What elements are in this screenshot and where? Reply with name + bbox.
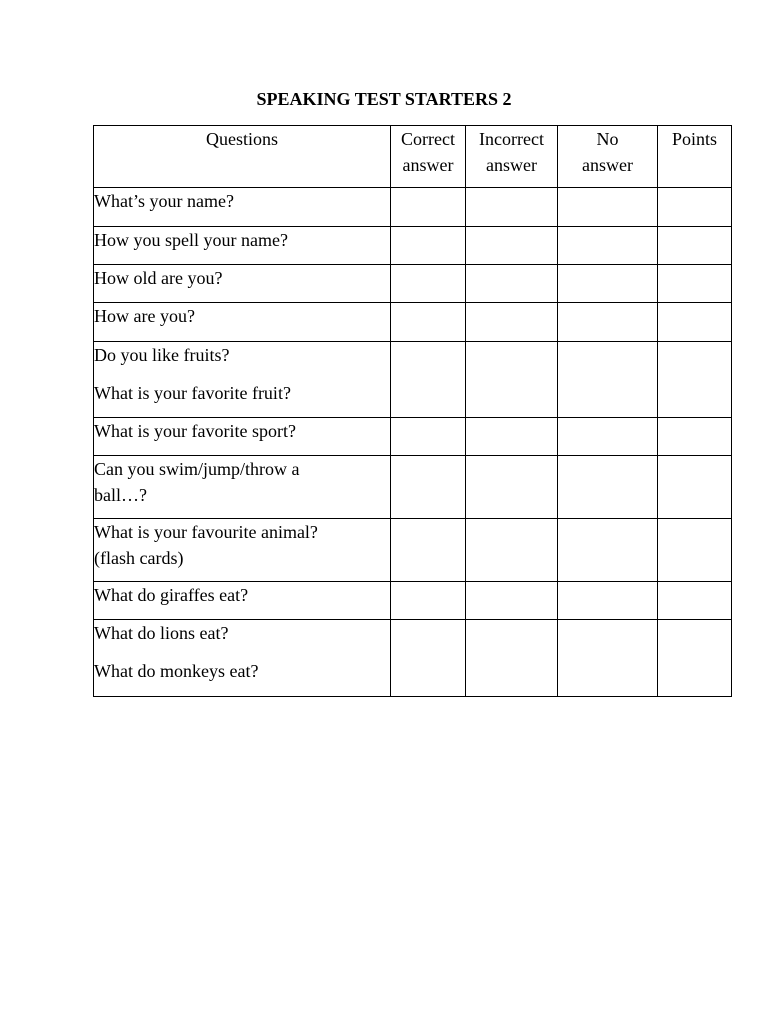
table-body (94, 188, 732, 697)
header-correct-label-2: answer (402, 155, 454, 175)
header-questions (94, 126, 391, 188)
no-answer-cell (558, 227, 658, 265)
points-cell (658, 188, 732, 227)
question-cell (94, 303, 391, 342)
question-cell (94, 227, 391, 265)
question-text: Do you like fruits? (94, 345, 230, 365)
question-text: How you spell your name? (94, 230, 288, 250)
speaking-test-table (93, 125, 732, 697)
no-answer-cell (558, 620, 658, 697)
table-row (94, 519, 732, 582)
no-answer-cell (558, 418, 658, 456)
incorrect-answer-cell (466, 418, 558, 456)
table-row (94, 342, 732, 418)
question-cell (94, 456, 391, 519)
correct-answer-cell (391, 456, 466, 519)
points-cell (658, 582, 732, 620)
points-cell (658, 303, 732, 342)
points-cell (658, 265, 732, 303)
question-text: How old are you? (94, 268, 223, 288)
question-text: ball…? (94, 485, 147, 505)
correct-answer-cell (391, 519, 466, 582)
points-cell (658, 227, 732, 265)
question-text: (flash cards) (94, 548, 184, 568)
points-cell (658, 418, 732, 456)
table-row (94, 188, 732, 227)
no-answer-cell (558, 456, 658, 519)
header-no-answer-label-2: answer (582, 155, 633, 175)
question-text: What do lions eat? (94, 623, 229, 643)
correct-answer-cell (391, 188, 466, 227)
question-text: What is your favorite fruit? (94, 383, 291, 403)
header-points (658, 126, 732, 188)
correct-answer-cell (391, 303, 466, 342)
table-row (94, 227, 732, 265)
incorrect-answer-cell (466, 456, 558, 519)
question-text: What’s your name? (94, 191, 234, 211)
table-row (94, 303, 732, 342)
correct-answer-cell (391, 620, 466, 697)
table-row (94, 418, 732, 456)
incorrect-answer-cell (466, 519, 558, 582)
correct-answer-cell (391, 342, 466, 418)
correct-answer-cell (391, 582, 466, 620)
incorrect-answer-cell (466, 342, 558, 418)
points-cell (658, 519, 732, 582)
table-header-row (94, 126, 732, 188)
correct-answer-cell (391, 265, 466, 303)
table-row (94, 265, 732, 303)
table-row (94, 582, 732, 620)
question-cell (94, 582, 391, 620)
header-no-answer-label: No (596, 129, 619, 149)
no-answer-cell (558, 265, 658, 303)
question-cell (94, 620, 391, 697)
incorrect-answer-cell (466, 303, 558, 342)
no-answer-cell (558, 519, 658, 582)
incorrect-answer-cell (466, 582, 558, 620)
question-text: What is your favorite sport? (94, 421, 296, 441)
table-row (94, 620, 732, 697)
no-answer-cell (558, 188, 658, 227)
question-cell (94, 188, 391, 227)
correct-answer-cell (391, 418, 466, 456)
no-answer-cell (558, 582, 658, 620)
no-answer-cell (558, 342, 658, 418)
header-incorrect-label: Incorrect (479, 129, 544, 149)
question-cell (94, 519, 391, 582)
header-incorrect-answer (466, 126, 558, 188)
header-questions-label: Questions (206, 129, 278, 149)
incorrect-answer-cell (466, 227, 558, 265)
correct-answer-cell (391, 227, 466, 265)
incorrect-answer-cell (466, 265, 558, 303)
no-answer-cell (558, 303, 658, 342)
header-points-label: Points (671, 129, 718, 149)
page-title: SPEAKING TEST STARTERS 2 (256, 89, 512, 109)
header-correct-label: Correct (401, 129, 455, 149)
question-cell (94, 418, 391, 456)
incorrect-answer-cell (466, 188, 558, 227)
question-cell (94, 265, 391, 303)
points-cell (658, 620, 732, 697)
table-row (94, 456, 732, 519)
header-no-answer (558, 126, 658, 188)
header-correct-answer (391, 126, 466, 188)
question-cell (94, 342, 391, 418)
header-incorrect-label-2: answer (486, 155, 537, 175)
question-text: Can you swim/jump/throw a (94, 459, 300, 479)
question-text: What do giraffes eat? (94, 585, 249, 605)
question-text: What is your favourite animal? (94, 522, 318, 542)
question-text: How are you? (94, 306, 195, 326)
question-text: What do monkeys eat? (94, 661, 259, 681)
incorrect-answer-cell (466, 620, 558, 697)
points-cell (658, 456, 732, 519)
points-cell (658, 342, 732, 418)
